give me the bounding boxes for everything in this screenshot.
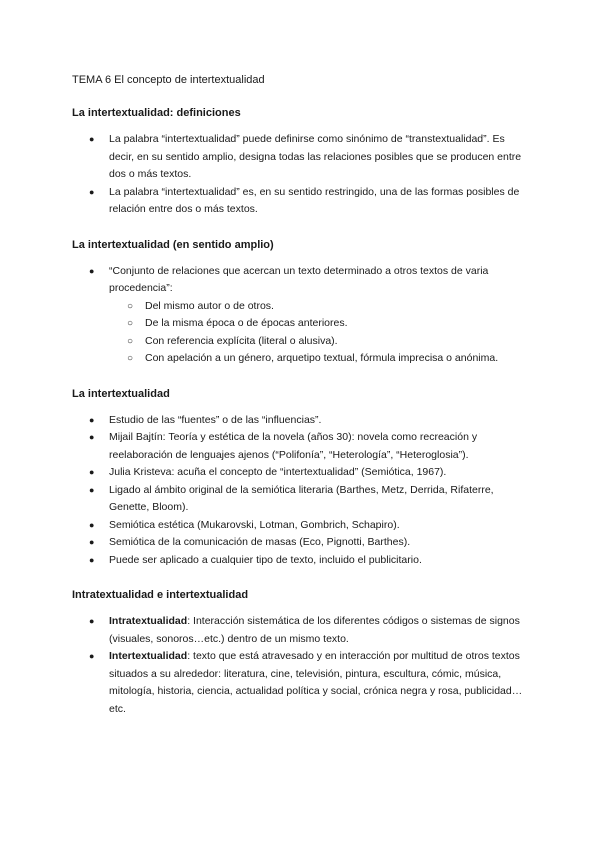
section-heading: La intertextualidad (en sentido amplio)	[72, 238, 274, 251]
sub-list-item: ○ De la misma época o de épocas anteriores.	[109, 315, 532, 333]
list-item: ● “Conjunto de relaciones que acercan un texto determinado a otros textos de varia procedencia”: ○ Del mismo autor o de otros. ○ De la misma época o de épocas anteriores. ○ Con referencia explícita (literal o alusiva). ○ Con apelación a un género, arquetipo textual, fórmula imprecisa o anónima.	[72, 263, 532, 368]
list-item: ● Semiótica de la comunicación de masas (Eco, Pignotti, Barthes).	[72, 534, 532, 552]
term-label: Intratextualidad	[109, 615, 188, 627]
sub-list-item: ○ Del mismo autor o de otros.	[109, 298, 532, 316]
list-item: ● Intertextualidad: texto que está atravesado y en interacción por multitud de otros textos situados a su alrededor: literatura, cine, televisión, pintura, escultura, cómic, música, mitología, historia, ciencia, actualidad política y social, crónica negra y rosa, publicidad…etc.	[89, 650, 523, 715]
list-item: ● Julia Kristeva: acuña el concepto de “intertextualidad” (Semiótica, 1967).	[72, 464, 532, 482]
hollow-bullet-icon: ○	[127, 318, 134, 329]
section-sentido-amplio	[72, 237, 532, 368]
bullet-icon: ●	[89, 265, 95, 276]
bullet-icon: ●	[89, 467, 95, 477]
sub-list-item: ○ Con referencia explícita (literal o alusiva).	[109, 333, 532, 351]
list-item: ● Ligado al ámbito original de la semiótica literaria (Barthes, Metz, Derrida, Rifaterre, Genette, Bloom).	[89, 483, 494, 513]
bullet-icon: ●	[89, 616, 95, 626]
bullet-icon: ●	[89, 554, 95, 565]
hollow-bullet-icon: ○	[127, 353, 134, 364]
bullet-icon: ●	[89, 134, 95, 144]
sub-list-item: ○ Con apelación a un género, arquetipo textual, fórmula imprecisa o anónima.	[109, 350, 532, 368]
section-heading: La intertextualidad: definiciones	[72, 107, 241, 119]
list-item: ● Intratextualidad: Interacción sistemática de los diferentes códigos o sistemas de signos (visuales, sonoros…etc.) dentro de un mismo texto.	[89, 615, 520, 645]
list-item: ● Estudio de las “fuentes” o de las “influencias”.	[72, 412, 532, 430]
bullet-icon: ●	[89, 651, 95, 661]
bullet-icon: ●	[89, 186, 95, 197]
section-definiciones	[72, 105, 532, 219]
bullet-icon: ●	[89, 537, 95, 547]
list-item: ● La palabra “intertextualidad” puede definirse como sinónimo de “transtextualidad”. Es decir, en su sentido amplio, designa todas las relaciones posibles que se producen entre dos o más textos.	[89, 133, 522, 180]
list-item: ● Puede ser aplicado a cualquier tipo de texto, incluido el publicitario.	[72, 552, 532, 570]
bullet-icon: ●	[89, 432, 95, 442]
document-title: TEMA 6 El concepto de intertextualidad	[72, 74, 265, 86]
section-intertextualidad	[72, 386, 532, 570]
bullet-icon: ●	[89, 519, 95, 530]
list-item: ● Semiótica estética (Mukarovski, Lotman, Gombrich, Schapiro).	[72, 517, 532, 535]
document-page	[72, 72, 532, 736]
hollow-bullet-icon: ○	[127, 300, 134, 312]
list-item: ● La palabra “intertextualidad” es, en su sentido restringido, una de las formas posibles de relación entre dos o más textos.	[89, 185, 520, 215]
bullet-icon: ●	[89, 484, 95, 495]
term-label: Intertextualidad	[109, 650, 188, 662]
bullet-icon: ●	[89, 414, 95, 425]
list-item: ● Mijail Bajtín: Teoría y estética de la novela (años 30): novela como recreación y reelaboración de lenguajes ajenos (“Polifonía”, “Heterología”, “Heteroglosia”).	[89, 431, 478, 461]
section-intratextualidad	[72, 587, 532, 718]
section-heading: La intertextualidad	[72, 387, 170, 400]
hollow-bullet-icon: ○	[127, 335, 134, 347]
section-heading: Intratextualidad e intertextualidad	[72, 589, 249, 601]
